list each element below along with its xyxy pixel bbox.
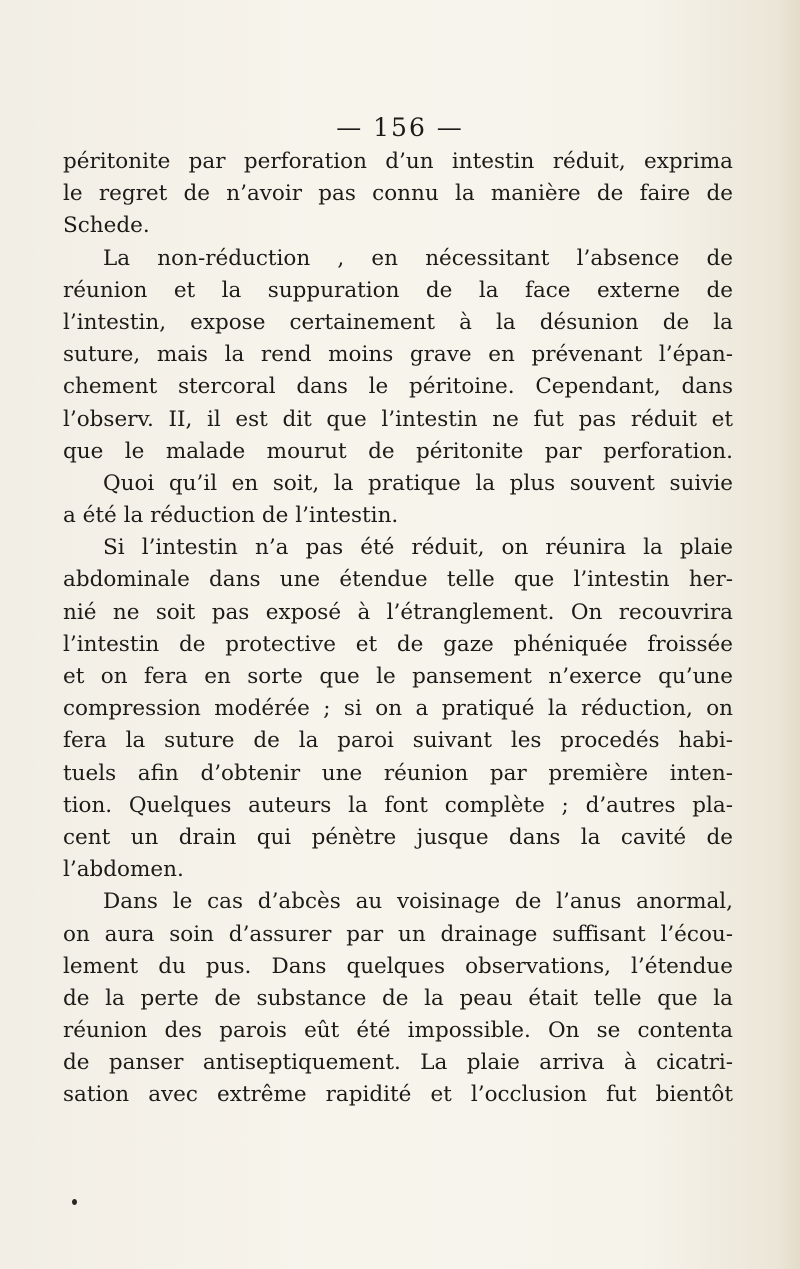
text-line: réunion des parois eût été impossible. On se contenta	[63, 1018, 733, 1044]
text-line: réunion et la suppuration de la face externe de	[63, 277, 733, 303]
text-line: l’observ. II, il est dit que l’intestin ne fut pas réduit et	[63, 406, 733, 432]
page-number: — 156 —	[336, 113, 464, 142]
text-line: sation avec extrême rapidité et l’occlusion fut bientôt	[63, 1082, 733, 1108]
text-line: on aura soin d’assurer par un drainage suffisant l’écou-	[63, 921, 733, 947]
text-line: Dans le cas d’abcès au voisinage de l’anus anormal,	[103, 889, 733, 915]
text-line: de la perte de substance de la peau était telle que la	[63, 985, 733, 1011]
text-line: le regret de n’avoir pas connu la manière de faire de	[63, 181, 733, 207]
text-line: tuels afin d’obtenir une réunion par première inten-	[63, 760, 733, 786]
text-line: lement du pus. Dans quelques observations, l’étendue	[63, 953, 733, 979]
text-line: et on fera en sorte que le pansement n’exerce qu’une	[63, 664, 733, 689]
text-line: Quoi qu’il en soit, la pratique la plus souvent suivie	[103, 470, 733, 496]
body-text	[63, 146, 733, 1112]
text-line: tion. Quelques auteurs la font complète ; d’autres pla-	[63, 792, 733, 818]
text-line: péritonite par perforation d’un intestin réduit, exprima	[63, 149, 733, 174]
text-line: fera la suture de la paroi suivant les procedés habi-	[63, 728, 733, 754]
text-line: abdominale dans une étendue telle que l’intestin her-	[63, 567, 733, 593]
text-line: l’intestin, expose certainement à la désunion de la	[63, 309, 733, 335]
text-line: l’abdomen.	[63, 857, 184, 883]
text-line: La non-réduction , en nécessitant l’absence de	[103, 245, 733, 271]
text-line: Si l’intestin n’a pas été réduit, on réunira la plaie	[103, 535, 733, 561]
text-line: suture, mais la rend moins grave en prévenant l’épan-	[63, 342, 733, 368]
text-line: l’intestin de protective et de gaze phéniquée froissée	[63, 631, 733, 657]
ink-speck	[72, 1199, 77, 1205]
text-line: compression modérée ; si on a pratiqué la réduction, on	[63, 696, 733, 722]
text-line: de panser antiseptiquement. La plaie arriva à cicatri-	[63, 1050, 733, 1076]
text-line: Schede.	[63, 213, 150, 239]
text-line: chement stercoral dans le péritoine. Cependant, dans	[63, 374, 733, 400]
text-line: que le malade mourut de péritonite par perforation.	[63, 438, 733, 464]
text-line: cent un drain qui pénètre jusque dans la cavité de	[63, 824, 733, 850]
text-line: a été la réduction de l’intestin.	[63, 503, 399, 529]
text-line: nié ne soit pas exposé à l’étranglement. On recouvrira	[63, 599, 733, 625]
